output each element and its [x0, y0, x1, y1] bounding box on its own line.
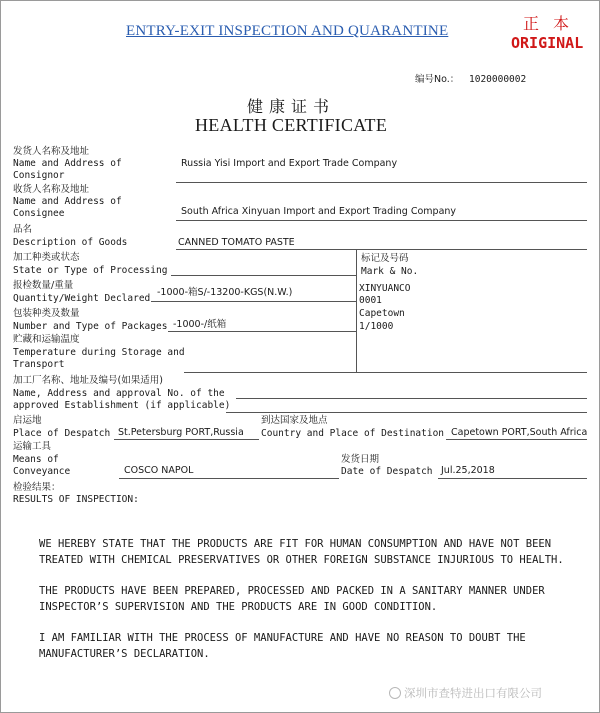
- goods-label-chinese: 品名: [13, 224, 33, 235]
- storage-label-english-2: Transport: [13, 359, 65, 370]
- watermark-logo-icon: [389, 687, 401, 699]
- establishment-underline-1: [236, 398, 587, 399]
- storage-label-english-1: Temperature during Storage and: [13, 347, 185, 358]
- processing-label-chinese: 加工种类或状态: [13, 252, 80, 263]
- despatch-date-value: Jul.25,2018: [441, 465, 495, 476]
- watermark: [389, 685, 542, 701]
- quantity-label-chinese: 报检数量/重量: [13, 280, 74, 291]
- consignee-label-english-2: Consignee: [13, 208, 65, 219]
- statement-2-line-2: INSPECTOR’S SUPERVISION AND THE PRODUCTS ARE IN GOOD CONDITION.: [39, 601, 438, 613]
- statement-1-line-1: WE HEREBY STATE THAT THE PRODUCTS ARE FIT FOR HUMAN CONSUMPTION AND HAVE NOT BEEN: [39, 538, 552, 550]
- consignee-underline: [176, 220, 587, 221]
- despatch-place-label-chinese: 启运地: [13, 415, 42, 426]
- marks-line-3: Capetown: [359, 308, 405, 319]
- establishment-underline-2: [226, 412, 587, 413]
- quantity-underline: [151, 301, 356, 302]
- processing-underline: [171, 275, 356, 276]
- destination-value: Capetown PORT,South Africa: [451, 427, 588, 438]
- statement-2-line-1: THE PRODUCTS HAVE BEEN PREPARED, PROCESSED AND PACKED IN A SANITARY MANNER UNDER: [39, 585, 545, 597]
- destination-label-chinese: 到达国家及地点: [261, 415, 328, 426]
- destination-label-english: Country and Place of Destination: [261, 428, 445, 439]
- consignor-label-english-2: Consignor: [13, 170, 65, 181]
- destination-underline: [446, 439, 587, 440]
- establishment-label-chinese: 加工厂名称、地址及编号(如果适用): [13, 375, 163, 386]
- marks-line-4: 1/1000: [359, 321, 394, 332]
- despatch-date-label-chinese: 发货日期: [341, 454, 380, 465]
- original-stamp-chinese: 正本: [523, 14, 584, 33]
- certificate-title-english: HEALTH CERTIFICATE: [195, 115, 388, 135]
- marks-box-left-border: [356, 249, 357, 373]
- marks-label-english: Mark & No.: [361, 266, 419, 277]
- original-stamp-english: ORIGINAL: [511, 34, 584, 52]
- despatch-place-value: St.Petersburg PORT,Russia: [118, 427, 244, 438]
- despatch-date-underline: [438, 478, 587, 479]
- marks-line-1: XINYUANCO: [359, 283, 411, 294]
- certificate-title-chinese: 健康证书: [247, 97, 336, 116]
- results-label-chinese: 检验结果：: [13, 482, 61, 493]
- statement-3-line-1: I AM FAMILIAR WITH THE PROCESS OF MANUFACTURE AND HAVE NO REASON TO DOUBT THE: [39, 632, 526, 644]
- quantity-label-english: Quantity/Weight Declared: [13, 293, 151, 304]
- despatch-place-label-english: Place of Despatch: [13, 428, 111, 439]
- packages-label-chinese: 包装种类及数量: [13, 308, 80, 319]
- conveyance-underline: [119, 478, 339, 479]
- consignor-label-chinese: 发货人名称及地址: [13, 146, 90, 157]
- storage-underline: [184, 372, 356, 373]
- goods-label-english: Description of Goods: [13, 237, 128, 248]
- certificate-number-value: 1020000002: [469, 74, 527, 85]
- quantity-value: -1000-箱S/-13200-KGS(N.W.): [157, 287, 293, 298]
- document-header-title: ENTRY-EXIT INSPECTION AND QUARANTINE: [126, 23, 449, 39]
- packages-label-english: Number and Type of Packages: [13, 321, 168, 332]
- marks-label-chinese: 标记及号码: [361, 253, 409, 264]
- conveyance-label-chinese: 运输工具: [13, 441, 52, 452]
- consignor-value: Russia Yisi Import and Export Trade Company: [181, 158, 398, 169]
- establishment-label-english-2: approved Establishment (if applicable): [13, 400, 231, 411]
- conveyance-label-english-2: Conveyance: [13, 466, 71, 477]
- establishment-label-english-1: Name, Address and approval No. of the: [13, 388, 225, 399]
- marks-box-bottom-border: [356, 372, 587, 373]
- statement-3-line-2: MANUFACTURER’S DECLARATION.: [39, 648, 210, 660]
- conveyance-label-english-1: Means of: [13, 454, 59, 465]
- despatch-date-label-english: Date of Despatch: [341, 466, 433, 477]
- packages-value: -1000-/纸箱: [173, 319, 227, 330]
- processing-label-english: State or Type of Processing: [13, 265, 168, 276]
- certificate-number-label: 编号No.：: [415, 74, 460, 85]
- storage-label-chinese: 贮藏和运输温度: [13, 334, 80, 345]
- goods-value: CANNED TOMATO PASTE: [178, 237, 295, 248]
- consignor-label-english-1: Name and Address of: [13, 158, 122, 169]
- despatch-place-underline: [114, 439, 259, 440]
- consignor-underline: [176, 182, 587, 183]
- watermark-text: 深圳市查特进出口有限公司: [404, 686, 542, 700]
- goods-underline: [176, 249, 587, 250]
- conveyance-value: COSCO NAPOL: [124, 465, 194, 476]
- statement-1-line-2: TREATED WITH CHEMICAL PRESERVATIVES OR OTHER FOREIGN SUBSTANCE INJURIOUS TO HEALTH.: [39, 554, 564, 566]
- packages-underline: [168, 331, 356, 332]
- consignee-label-chinese: 收货人名称及地址: [13, 184, 90, 195]
- marks-line-2: 0001: [359, 295, 382, 306]
- consignee-label-english-1: Name and Address of: [13, 196, 122, 207]
- results-label-english: RESULTS OF INSPECTION:: [13, 494, 139, 505]
- consignee-value: South Africa Xinyuan Import and Export Trading Company: [181, 206, 457, 217]
